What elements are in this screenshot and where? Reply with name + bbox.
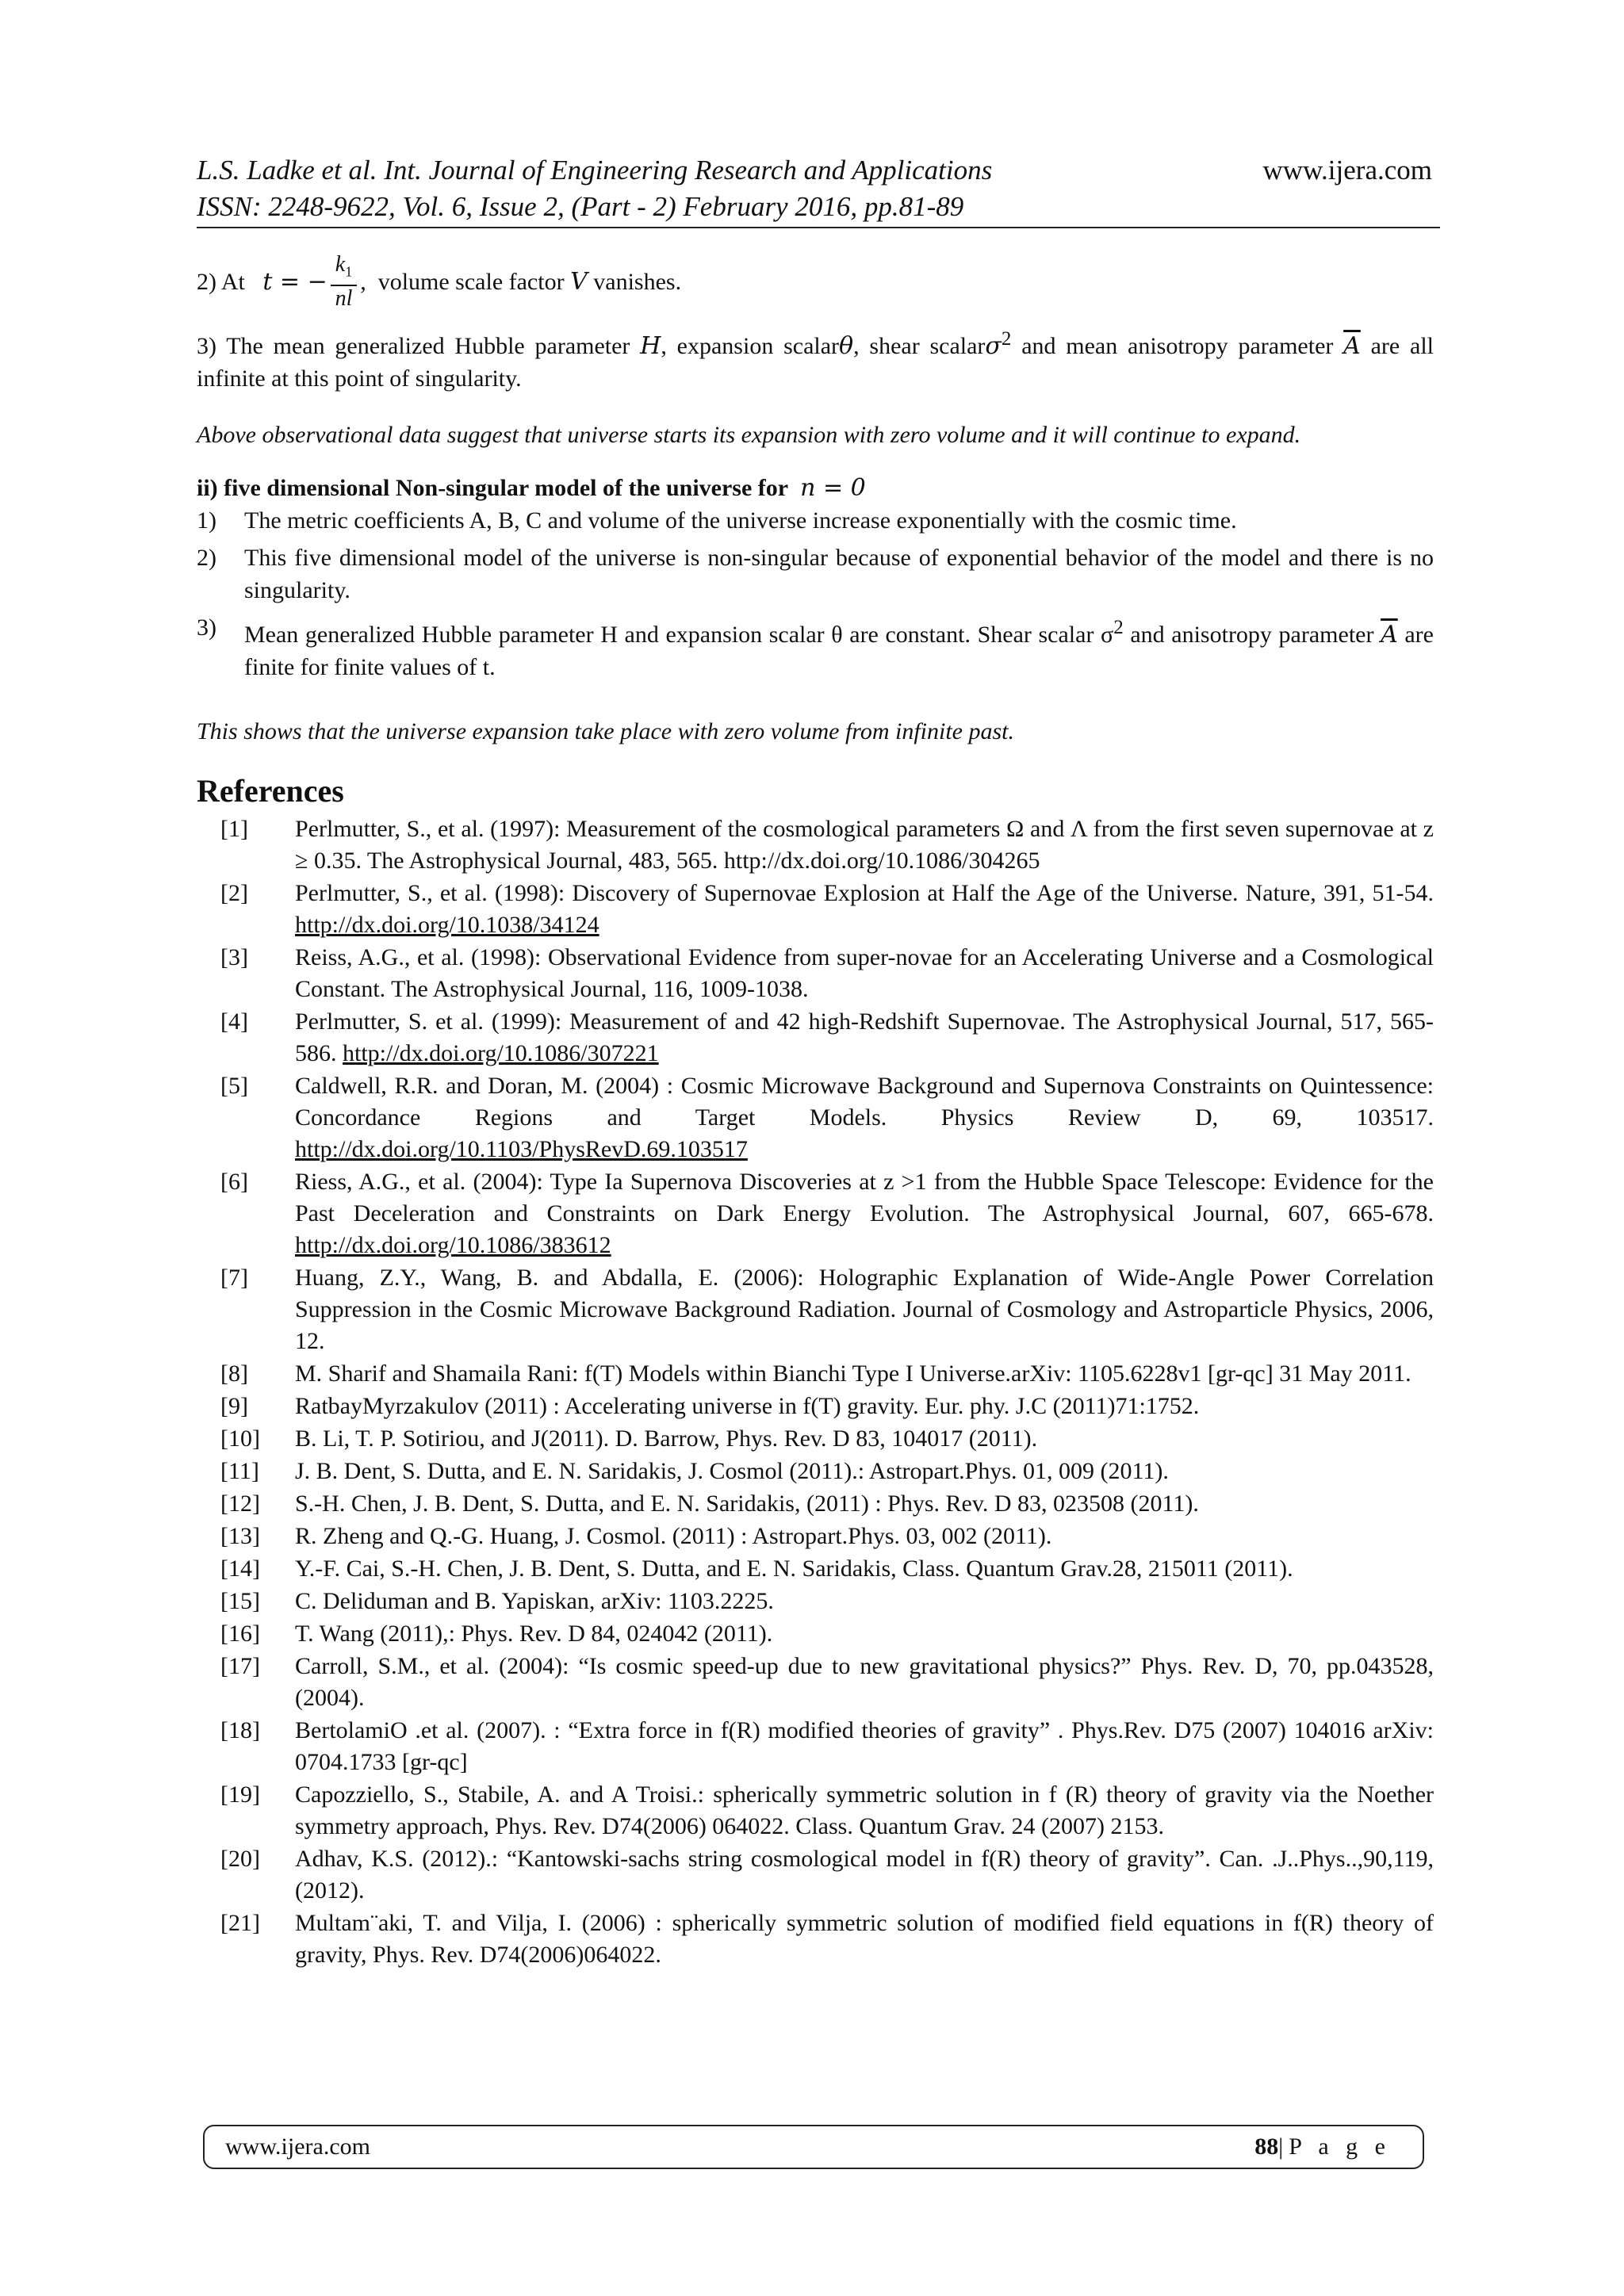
reference-number: [11] bbox=[220, 1457, 259, 1484]
reference-item bbox=[197, 1070, 1434, 1165]
reference-citation: T. Wang (2011),: Phys. Rev. D 84, 024042 (2011). bbox=[295, 1620, 773, 1647]
reference-item bbox=[197, 1779, 1434, 1843]
reference-number: [16] bbox=[220, 1620, 260, 1647]
reference-number: [5] bbox=[220, 1072, 248, 1099]
reference-citation: Reiss, A.G., et al. (1998): Observational Evidence from super-novae for an Accelerating Universe and a Cosmological Constant. The Astrophysical Journal, 116, 1009-1038. bbox=[295, 943, 1434, 1002]
reference-citation: Adhav, K.S. (2012).: “Kantowski-sachs string cosmological model in f(R) theory of gravity”. Can. .J..Phys..,90,119, (2012). bbox=[295, 1845, 1434, 1904]
reference-number: [8] bbox=[220, 1360, 248, 1387]
reference-item bbox=[197, 1488, 1434, 1520]
reference-citation: B. Li, T. P. Sotiriou, and J(2011). D. Barrow, Phys. Rev. D 83, 104017 (2011). bbox=[295, 1425, 1038, 1452]
reference-number: [9] bbox=[220, 1392, 248, 1419]
fraction-k1-over-nl bbox=[331, 252, 357, 312]
reference-text bbox=[295, 813, 1434, 877]
reference-text bbox=[295, 1908, 1434, 1971]
item-3-text: 3) The mean generalized Hubble parameter bbox=[197, 332, 630, 359]
body-text bbox=[197, 252, 1434, 1972]
reference-text bbox=[295, 1586, 1434, 1617]
list-item-text: The metric coefficients A, B, C and volume of the universe increase exponentially with the cosmic time. bbox=[244, 507, 1237, 534]
symbol-theta: θ bbox=[839, 331, 854, 360]
item-2-prefix: 2) At bbox=[197, 268, 245, 295]
reference-citation: Caldwell, R.R. and Doran, M. (2004) : Cosmic Microwave Background and Supernova Constraints on Quintessence: Concordance Regions and Target Models. Physics Review D, 69, 103517. bbox=[295, 1072, 1434, 1131]
reference-text bbox=[295, 1618, 1434, 1650]
reference-text bbox=[295, 1166, 1434, 1261]
reference-text bbox=[295, 1423, 1434, 1455]
reference-number: [10] bbox=[220, 1425, 260, 1452]
reference-item bbox=[197, 1908, 1434, 1971]
symbol-a-bar: $\overline{A}$ bbox=[1343, 331, 1361, 360]
list-item bbox=[197, 611, 1434, 683]
reference-citation: J. B. Dent, S. Dutta, and E. N. Saridakis, J. Cosmol (2011).: Astropart.Phys. 01, 009 (2011). bbox=[295, 1457, 1169, 1484]
reference-text bbox=[295, 1779, 1434, 1843]
reference-citation: Huang, Z.Y., Wang, B. and Abdalla, E. (2006): Holographic Explanation of Wide-Angle Power Correlation Suppression in the Cosmic Microwave Background Radiation. Journal of Cosmology and Astroparticle Physics, 2006, 12. bbox=[295, 1264, 1434, 1354]
reference-citation: Y.-F. Cai, S.-H. Chen, J. B. Dent, S. Dutta, and E. N. Saridakis, Class. Quantum Grav.28, 215011 (2011). bbox=[295, 1555, 1293, 1582]
item-3-text-5: are all infinite at this point of singularity. bbox=[197, 332, 1434, 392]
item-2-comma: , bbox=[360, 268, 366, 295]
page-footer bbox=[203, 2125, 1424, 2169]
reference-citation: BertolamiO .et al. (2007). : “Extra force in f(R) modified theories of gravity” . Phys.Rev. D75 (2007) 104016 arXiv: 0704.1733 [gr-qc] bbox=[295, 1716, 1434, 1775]
header-divider bbox=[197, 227, 1440, 228]
reference-number: [17] bbox=[220, 1652, 260, 1679]
observation-note: Above observational data suggest that universe starts its expansion with zero volume and it will continue to expand. bbox=[197, 421, 1301, 448]
reference-number: [13] bbox=[220, 1522, 260, 1549]
reference-number: [7] bbox=[220, 1264, 248, 1291]
reference-text bbox=[295, 1358, 1434, 1390]
reference-doi-link[interactable]: http://dx.doi.org/10.1103/PhysRevD.69.103517 bbox=[295, 1135, 748, 1162]
reference-item bbox=[197, 813, 1434, 877]
reference-item bbox=[197, 1618, 1434, 1650]
list-item-text-c: are finite for finite values of t. bbox=[244, 621, 1434, 680]
observation-item-3 bbox=[197, 323, 1434, 395]
item-3-text-4: and mean anisotropy parameter bbox=[1011, 332, 1344, 359]
reference-doi-link[interactable]: http://dx.doi.org/10.1086/383612 bbox=[295, 1231, 611, 1258]
header-journal-line: L.S. Ladke et al. Int. Journal of Engineering Research and Applications bbox=[197, 155, 993, 186]
reference-number: [20] bbox=[220, 1845, 260, 1872]
symbol-v: V bbox=[570, 267, 588, 296]
symbol-sigma: σ bbox=[985, 331, 1002, 360]
sigma-exponent: 2 bbox=[1001, 327, 1012, 350]
reference-citation: Perlmutter, S., et al. (1997): Measurement of the cosmological parameters Ω and Λ from the first seven supernovae at z ≥ 0.35. The Astrophysical Journal, 483, 565. http://dx.doi.org/10.1086/304265 bbox=[295, 815, 1434, 874]
reference-citation: RatbayMyrzakulov (2011) : Accelerating universe in f(T) gravity. Eur. phy. J.C (2011)71:1752. bbox=[295, 1392, 1200, 1419]
reference-citation: Perlmutter, S. et al. (1999): Measurement of and 42 high-Redshift Supernovae. The Astrophysical Journal, 517, 565- 586. bbox=[295, 1008, 1434, 1066]
reference-doi-link[interactable]: http://dx.doi.org/10.1038/34124 bbox=[295, 911, 599, 938]
observation-item-2 bbox=[197, 252, 1434, 312]
footer-website: www.ijera.com bbox=[225, 2133, 370, 2160]
reference-text bbox=[295, 878, 1434, 941]
reference-item bbox=[197, 1006, 1434, 1070]
reference-item bbox=[197, 1166, 1434, 1261]
section-heading bbox=[197, 472, 1434, 504]
list-item-number: 3) bbox=[197, 614, 216, 641]
reference-number: [6] bbox=[220, 1168, 248, 1195]
reference-number: [18] bbox=[220, 1716, 260, 1743]
reference-item bbox=[197, 1586, 1434, 1617]
reference-text bbox=[295, 942, 1434, 1005]
list-item bbox=[197, 541, 1434, 607]
reference-item bbox=[197, 1553, 1434, 1585]
header-website: www.ijera.com bbox=[1262, 155, 1432, 186]
reference-item bbox=[197, 1521, 1434, 1552]
references-list bbox=[197, 813, 1434, 1971]
reference-citation: Riess, A.G., et al. (2004): Type Ia Supernova Discoveries at z >1 from the Hubble Space Telescope: Evidence for the Past Deceleration and Constraints on Dark Energy Evolution. The Astrophysical Journal, 607, 665-678. bbox=[295, 1168, 1434, 1226]
reference-item bbox=[197, 1391, 1434, 1422]
reference-item bbox=[197, 1651, 1434, 1714]
page-number: 88 bbox=[1254, 2133, 1279, 2160]
reference-text bbox=[295, 1553, 1434, 1585]
list-item-text-a: Mean generalized Hubble parameter H and expansion scalar θ are constant. Shear scalar σ bbox=[244, 621, 1114, 648]
reference-number: [19] bbox=[220, 1781, 260, 1808]
footer-page-number bbox=[1254, 2126, 1391, 2168]
reference-number: [12] bbox=[220, 1490, 260, 1517]
running-header bbox=[197, 152, 1440, 225]
reference-citation: Carroll, S.M., et al. (2004): “Is cosmic speed-up due to new gravitational physics?” Phys. Rev. D, 70, pp.043528, (2004). bbox=[295, 1652, 1434, 1711]
reference-item bbox=[197, 1423, 1434, 1455]
reference-text bbox=[295, 1715, 1434, 1778]
section-nonsingular-model bbox=[197, 472, 1434, 683]
list-item-text: This five dimensional model of the universe is non-singular because of exponential behavior of the model and there is no singularity. bbox=[244, 544, 1434, 603]
reference-text bbox=[295, 1521, 1434, 1552]
reference-citation: Multam¨aki, T. and Vilja, I. (2006) : spherically symmetric solution of modified field equations in f(R) theory of gravity, Phys. Rev. D74(2006)064022. bbox=[295, 1909, 1434, 1968]
item-3-text-3: , shear scalar bbox=[853, 332, 986, 359]
reference-item bbox=[197, 1843, 1434, 1907]
reference-text bbox=[295, 1391, 1434, 1422]
reference-text bbox=[295, 1262, 1434, 1357]
list-item-number: 1) bbox=[197, 507, 216, 534]
reference-item bbox=[197, 1715, 1434, 1778]
references-heading: References bbox=[197, 772, 344, 809]
reference-item bbox=[197, 1262, 1434, 1357]
reference-citation: Capozziello, S., Stabile, A. and A Troisi.: spherically symmetric solution in f (R) theory of gravity via the Noether symmetry approach, Phys. Rev. D74(2006) 064022. Class. Quantum Grav. 24 (2007) 2153. bbox=[295, 1781, 1434, 1839]
reference-text bbox=[295, 1006, 1434, 1070]
reference-doi-link[interactable]: http://dx.doi.org/10.1086/307221 bbox=[343, 1039, 659, 1066]
reference-citation: R. Zheng and Q.-G. Huang, J. Cosmol. (2011) : Astropart.Phys. 03, 002 (2011). bbox=[295, 1522, 1052, 1549]
reference-citation: C. Deliduman and B. Yapiskan, arXiv: 1103.2225. bbox=[295, 1587, 774, 1614]
sigma-exponent: 2 bbox=[1113, 616, 1124, 638]
equation-t: t = − bbox=[262, 267, 327, 296]
nonsingular-findings-list bbox=[197, 504, 1434, 683]
reference-text bbox=[295, 1843, 1434, 1907]
reference-item bbox=[197, 1358, 1434, 1390]
list-item-text bbox=[244, 611, 1434, 683]
reference-text bbox=[295, 1456, 1434, 1487]
symbol-a-bar: $\overline{A}$ bbox=[1381, 620, 1398, 649]
reference-number: [14] bbox=[220, 1555, 260, 1582]
reference-number: [21] bbox=[220, 1909, 260, 1936]
item-2-text-end: vanishes. bbox=[593, 268, 682, 295]
reference-number: [4] bbox=[220, 1008, 248, 1035]
reference-citation: Perlmutter, S., et al. (1998): Discovery of Supernovae Explosion at Half the Age of the Universe. Nature, 391, 51-54. bbox=[295, 879, 1434, 906]
reference-item bbox=[197, 1456, 1434, 1487]
reference-citation: M. Sharif and Shamaila Rani: f(T) Models within Bianchi Type I Universe.arXiv: 1105.6228v1 [gr-qc] 31 May 2011. bbox=[295, 1360, 1411, 1387]
reference-text bbox=[295, 1651, 1434, 1714]
list-item bbox=[197, 504, 1434, 537]
reference-citation: S.-H. Chen, J. B. Dent, S. Dutta, and E. N. Saridakis, (2011) : Phys. Rev. D 83, 023508 (2011). bbox=[295, 1490, 1199, 1517]
fraction-numerator: k bbox=[335, 252, 346, 277]
fraction-denominator: nl bbox=[335, 285, 353, 311]
symbol-h: H bbox=[640, 331, 661, 360]
reference-text bbox=[295, 1070, 1434, 1165]
section-heading-condition: n = 0 bbox=[800, 473, 866, 502]
reference-item bbox=[197, 942, 1434, 1005]
reference-text bbox=[295, 1488, 1434, 1520]
reference-item bbox=[197, 878, 1434, 941]
reference-number: [2] bbox=[220, 879, 248, 906]
reference-number: [3] bbox=[220, 943, 248, 970]
list-item-number: 2) bbox=[197, 544, 216, 571]
page-label: |P a g e bbox=[1278, 2133, 1391, 2160]
reference-number: [1] bbox=[220, 815, 248, 842]
section-heading-text: ii) five dimensional Non-singular model of the universe for bbox=[197, 474, 789, 501]
conclusion-note: This shows that the universe expansion take place with zero volume from infinite past. bbox=[197, 718, 1015, 744]
list-item-text-b: and anisotropy parameter bbox=[1123, 621, 1381, 648]
item-3-text-2: , expansion scalar bbox=[661, 332, 840, 359]
item-2-text: volume scale factor bbox=[377, 268, 565, 295]
header-issn-line: ISSN: 2248-9622, Vol. 6, Issue 2, (Part - 2) February 2016, pp.81-89 bbox=[197, 191, 964, 222]
fraction-numerator-subscript: 1 bbox=[345, 263, 353, 280]
reference-number: [15] bbox=[220, 1587, 260, 1614]
